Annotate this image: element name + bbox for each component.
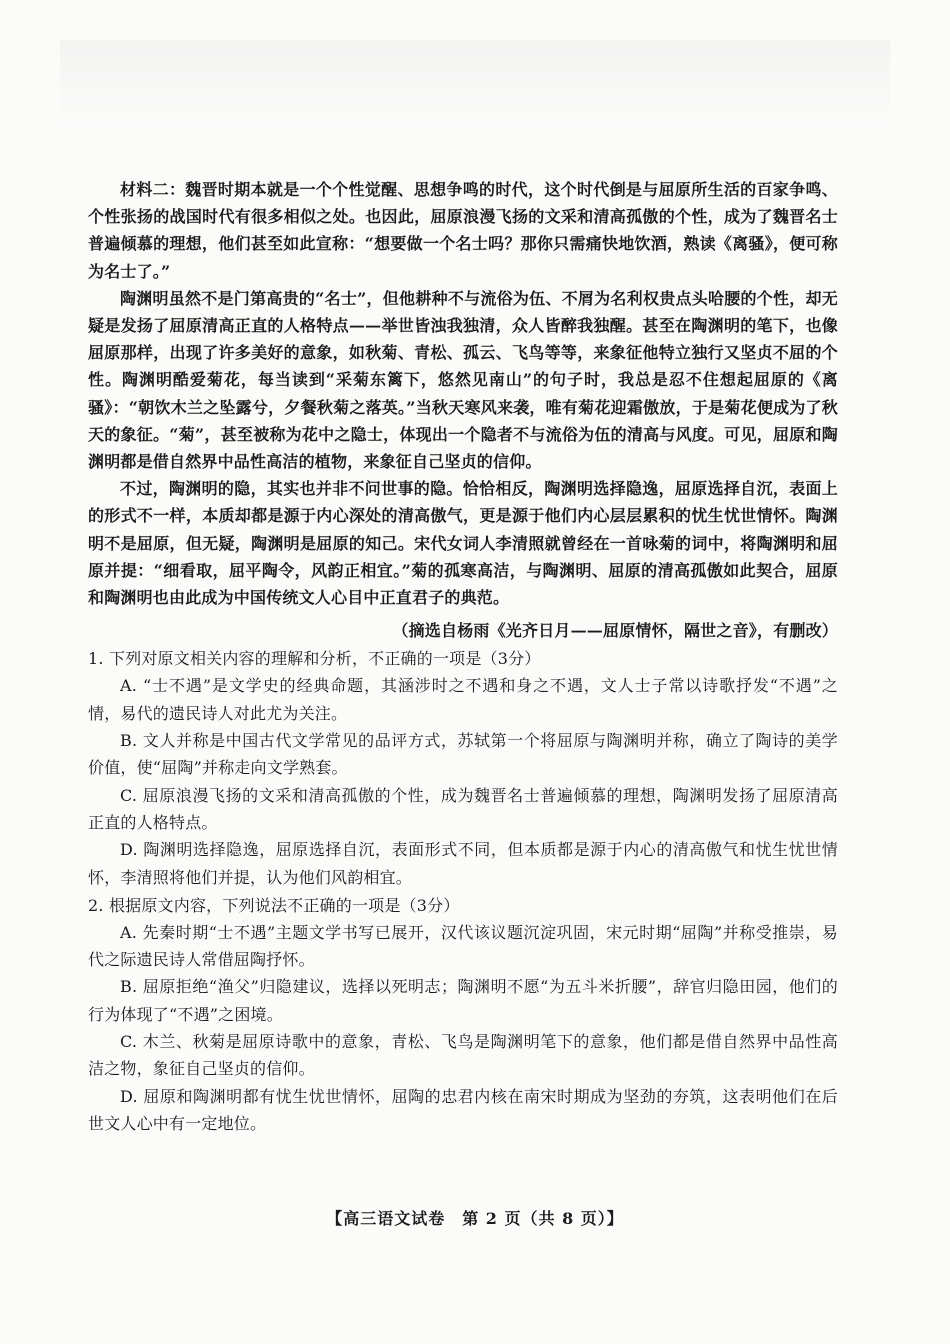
question-2-option-a: A. 先秦时期“士不遇”主题文学书写已展开，汉代该议题沉淀巩固，宋元时期“屈陶”并称受推崇，易代之际遗民诗人常借屈陶抒怀。: [88, 922, 838, 970]
material2-label: 材料二：: [120, 180, 186, 199]
page-content: [88, 176, 838, 1137]
material2-source: （摘选自杨雨《光齐日月——屈原情怀，隔世之音》，有删改）: [392, 621, 838, 641]
scan-shadow: [60, 40, 890, 130]
question-2-option-d: D. 屈原和陶渊明都有忧生忧世情怀，屈陶的忠君内核在南宋时期成为坚劲的夯筑，这表明他们在后世文人心中有一定地位。: [88, 1086, 838, 1133]
question-1-option-a: A. “士不遇”是文学史的经典命题，其涵涉时之不遇和身之不遇，文人士子常以诗歌抒发“不遇”之情，易代的遗民诗人对此尤为关注。: [88, 676, 838, 723]
material2-paragraph-3: 不过，陶渊明的隐，其实也并非不问世事的隐。恰恰相反，陶渊明选择隐逸，屈原选择自沉，表面上的形式不一样，本质却都是源于内心深处的清高傲气，更是源于他们内心层层累积的忧生忧世情怀。陶渊明不是屈原，但无疑，陶渊明是屈原的知己。宋代女词人李清照就曾经在一首咏菊的词中，将陶渊明和屈原并提：“细看取，屈平陶令，风韵正相宜。”菊的孤寒高洁，与陶渊明、屈原的清高孤傲如此契合，屈原和陶渊明也由此成为中国传统文人心目中正直君子的典范。: [88, 479, 838, 608]
material2-paragraph-1-text: 魏晋时期本就是一个个性觉醒、思想争鸣的时代，这个时代倒是与屈原所生活的百家争鸣、个性张扬的战国时代有很多相似之处。也因此，屈原浪漫飞扬的文采和清高孤傲的个性，成为了魏晋名士普遍倾慕的理想，他们甚至如此宣称：“想要做一个名士吗？那你只需痛快地饮酒，熟读《离骚》，便可称为名士了。”: [88, 180, 838, 281]
question-2-option-c: C. 木兰、秋菊是屈原诗歌中的意象，青松、飞鸟是陶渊明笔下的意象，他们都是借自然界中品性高洁之物，象征自己坚贞的信仰。: [88, 1032, 838, 1079]
material2-paragraph-1: [88, 176, 838, 285]
question-2-option-b: B. 屈原拒绝“渔父”归隐建议，选择以死明志；陶渊明不愿“为五斗米折腰”，辞官归隐田园，他们的行为体现了“不遇”之困境。: [88, 977, 838, 1024]
question-1-option-c: C. 屈原浪漫飞扬的文采和清高孤傲的个性，成为魏晋名士普遍倾慕的理想，陶渊明发扬了屈原清高正直的人格特点。: [88, 785, 838, 832]
question-1-option-d: D. 陶渊明选择隐逸，屈原选择自沉，表面形式不同，但本质都是源于内心的清高傲气和忧生忧世情怀，李清照将他们并提，认为他们风韵相宜。: [88, 840, 838, 887]
question-1-option-b: B. 文人并称是中国古代文学常见的品评方式，苏轼第一个将屈原与陶渊明并称，确立了陶诗的美学价值，使“屈陶”并称走向文学熟套。: [88, 731, 838, 778]
page-footer: 【高三语文试卷 第 2 页（共 8 页）】: [326, 1209, 624, 1228]
material2-paragraph-2: 陶渊明虽然不是门第高贵的“名士”，但他耕种不与流俗为伍、不屑为名利权贵点头哈腰的个性，却无疑是发扬了屈原清高正直的人格特点——举世皆浊我独清，众人皆醉我独醒。甚至在陶渊明的笔下，也像屈原那样，出现了许多美好的意象，如秋菊、青松、孤云、飞鸟等等，来象征他特立独行又坚贞不屈的个性。陶渊明酷爱菊花，每当读到“采菊东篱下，悠然见南山”的句子时，我总是忍不住想起屈原的《离骚》：“朝饮木兰之坠露兮，夕餐秋菊之落英。”当秋天寒风来袭，唯有菊花迎霜傲放，于是菊花便成为了秋天的象征。“菊”，甚至被称为花中之隐士，体现出一个隐者不与流俗为伍的清高与风度。可见，屈原和陶渊明都是借自然界中品性高洁的植物，来象征自己坚贞的信仰。: [88, 288, 838, 472]
question-2-stem: 2. 根据原文内容，下列说法不正确的一项是（3分）: [88, 895, 460, 915]
question-1-stem: 1. 下列对原文相关内容的理解和分析，不正确的一项是（3分）: [88, 649, 541, 669]
